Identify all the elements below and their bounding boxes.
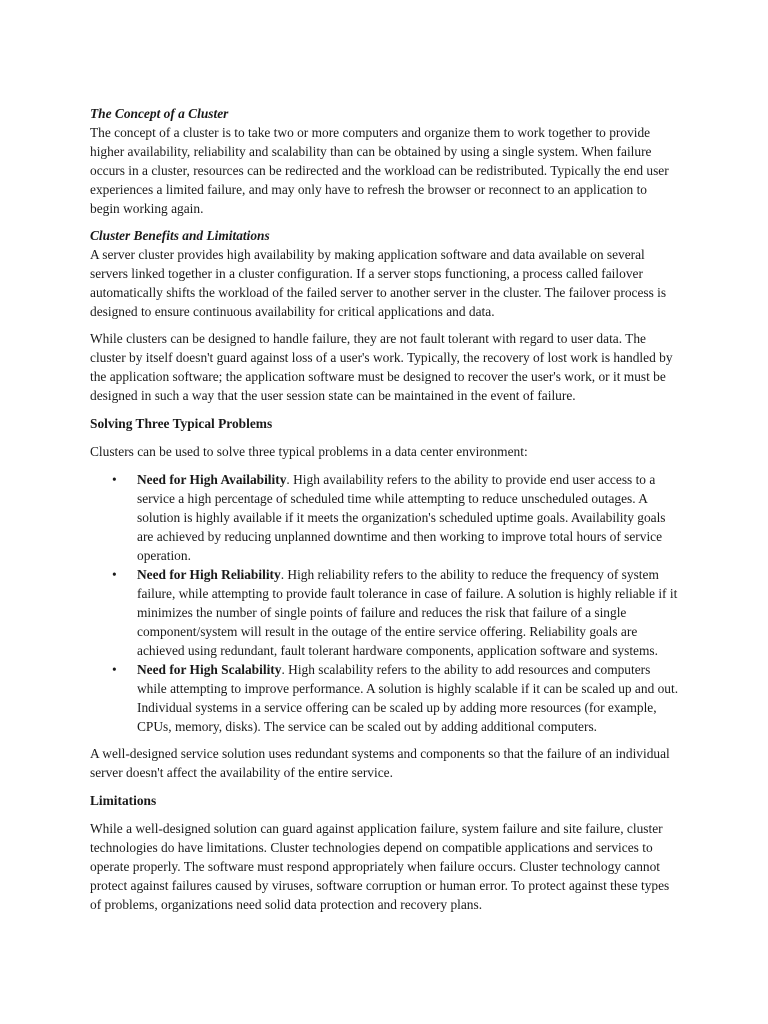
document-page (90, 104, 680, 914)
list-item (90, 470, 680, 565)
bullet-icon: • (112, 662, 117, 677)
list-item-term: Need for High Availability (137, 472, 287, 487)
list-item-term: Need for High Reliability (137, 567, 281, 582)
paragraph-benefits-1: A server cluster provides high availability by making application software and data available on several servers linked together in a cluster configuration. If a server stops functioning, a process called failover automatically shifts the workload of the failed server to another server in the cluster. The failover process is designed to ensure continuous availability for critical applications and data. (90, 247, 667, 319)
paragraph-limitations: While a well-designed solution can guard against application failure, system failure and site failure, cluster technologies do have limitations. Cluster technologies depend on compatible applications and services to operate properly. The software must respond appropriately when failure occurs. Cluster technology cannot protect against failures caused by viruses, software corruption or human error. To protect against these types of problems, organizations need solid data protection and recovery plans. (90, 821, 670, 912)
list-item-text: . High availability refers to the ability to provide end user access to a service a high percentage of scheduled time while attempting to reduce unscheduled outages. A solution is highly available if it meets the organization's scheduled uptime goals. Availability goals are achieved by reducing unplanned downtime and then working to improve total hours of service operation. (137, 472, 666, 563)
list-item (90, 660, 680, 736)
paragraph-benefits-2: While clusters can be designed to handle failure, they are not fault tolerant with regard to user data. The cluster by itself doesn't guard against loss of a user's work. Typically, the recovery of lost work is handled by the application software; the application software must be designed to recover the user's work, or it must be designed in such a way that the user session state can be maintained in the event of failure. (90, 331, 673, 403)
heading-concept: The Concept of a Cluster (90, 106, 229, 121)
heading-limitations: Limitations (90, 793, 157, 808)
bullet-icon: • (112, 472, 117, 487)
heading-problems: Solving Three Typical Problems (90, 416, 273, 431)
bullet-icon: • (112, 567, 117, 582)
list-item-text: . High scalability refers to the ability to add resources and computers while attempting to improve performance. A solution is highly scalable if it can be scaled up and out. Individual systems in a service offering can be scaled up by adding more resources (for example, CPUs, memory, disks). The service can be scaled out by adding additional computers. (137, 662, 679, 734)
list-item (90, 565, 680, 660)
list-item-text: . High reliability refers to the ability to reduce the frequency of system failure, while attempting to provide fault tolerance in case of failure. A solution is highly reliable if it minimizes the number of single points of failure and reduces the risk that failure of a single component/system will result in the outage of the entire service offering. Reliability goals are achieved using redundant, fault tolerant hardware components, application software and systems. (137, 567, 678, 658)
list-item-term: Need for High Scalability (137, 662, 282, 677)
paragraph-concept: The concept of a cluster is to take two or more computers and organize them to work together to provide higher availability, reliability and scalability than can be obtained by using a single system. When failure occurs in a cluster, resources can be redirected and the workload can be redistributed. Typically the end user experiences a limited failure, and may only have to refresh the browser or reconnect to an application to begin working again. (90, 125, 669, 216)
problems-list (90, 470, 680, 736)
paragraph-problems-intro: Clusters can be used to solve three typical problems in a data center environment: (90, 444, 528, 459)
heading-benefits: Cluster Benefits and Limitations (90, 228, 270, 243)
paragraph-problems-closing: A well-designed service solution uses redundant systems and components so that the failure of an individual server doesn't affect the availability of the entire service. (90, 746, 670, 780)
